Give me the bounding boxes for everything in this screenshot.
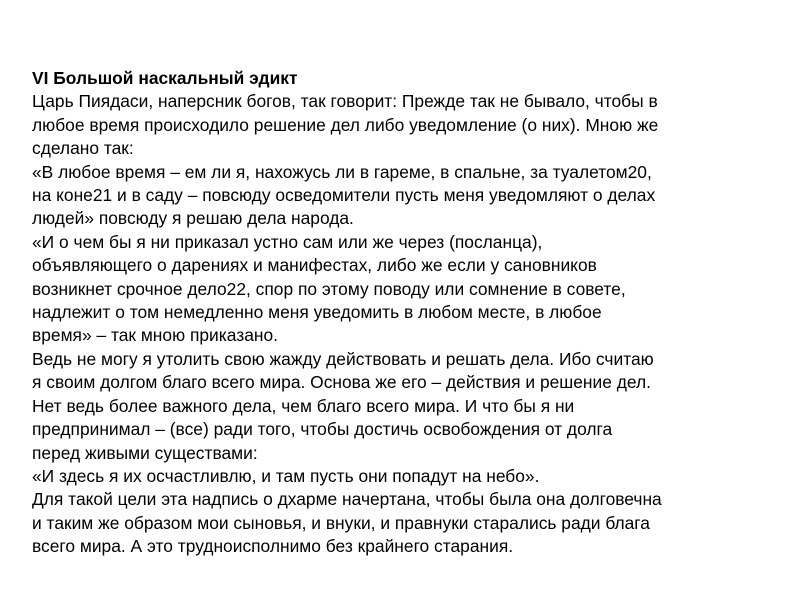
text-line: перед живыми существами: (32, 442, 258, 463)
text-line: Царь Пиядаси, наперсник богов, так говорит: Прежде так не бывало, чтобы в (32, 91, 658, 112)
text-line: «И здесь я их осчастливлю, и там пусть они попадут на небо». (32, 465, 540, 486)
text-line: сделано так: (32, 138, 134, 159)
text-line: надлежит о том немедленно меня уведомить в любом месте, в любое (32, 302, 602, 323)
text-line: на коне21 и в саду – повсюду осведомители пусть меня уведомляют о делах (32, 185, 656, 206)
text-line: время» – так мною приказано. (32, 325, 278, 346)
text-line: людей» повсюду я решаю дела народа. (32, 208, 354, 229)
edict-title: VI Большой наскальный эдикт (32, 68, 298, 88)
text-line: всего мира. А это трудноисполнимо без крайнего старания. (32, 536, 514, 557)
text-line: Для такой цели эта надпись о дхарме начертана, чтобы была она долговечна (32, 489, 662, 510)
text-line: любое время происходило решение дел либо уведомление (о них). Мною же (32, 114, 659, 135)
text-line: Нет ведь более важного дела, чем благо всего мира. И что бы я ни (32, 395, 575, 416)
text-line: я своим долгом благо всего мира. Основа же его – действия и решение дел. (32, 372, 651, 393)
text-line: объявляющего о дарениях и манифестах, либо же если у сановников (32, 255, 597, 276)
text-line: предпринимал – (все) ради того, чтобы достичь освобождения от долга (32, 419, 613, 440)
text-line: «И о чем бы я ни приказал устно сам или же через (посланца), (32, 231, 543, 252)
text-line: «В любое время – ем ли я, нахожусь ли в гареме, в спальне, за туалетом20, (32, 161, 652, 182)
text-line: возникнет срочное дело22, спор по этому поводу или сомнение в совете, (32, 278, 626, 299)
text-line: Ведь не могу я утолить свою жажду действовать и решать дела. Ибо считаю (32, 348, 654, 369)
text-line: и таким же образом мои сыновья, и внуки, и правнуки старались ради блага (32, 512, 650, 533)
edict-text (32, 67, 762, 559)
